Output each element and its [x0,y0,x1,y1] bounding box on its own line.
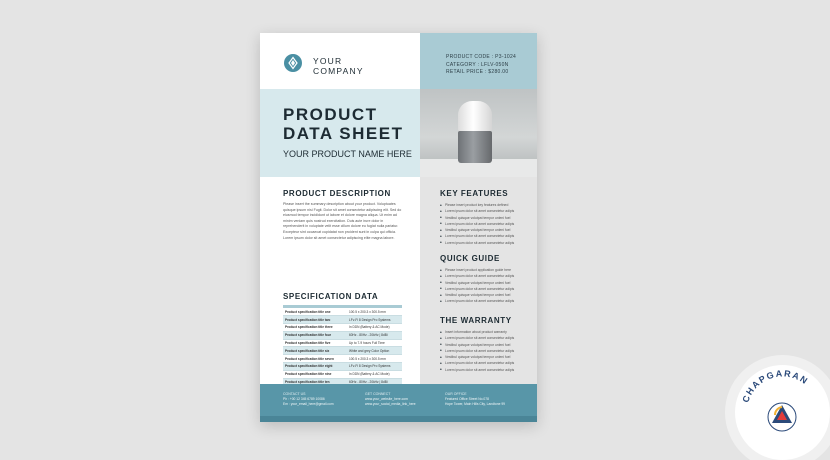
features-item: • Vestibul quisque volutpat tempor unleni fuel [440,228,522,234]
spec-row [283,331,402,339]
spec-row [283,324,402,332]
page-title [283,105,403,143]
header-meta-area [420,33,537,89]
footer-website: www.your_website_here.com [365,397,408,401]
features-item: • Lorem ipsum dolor sit amet consectetur adipis [440,209,522,215]
spec-key: Product specification title four [283,331,347,339]
spec-key: Product specification title five [283,339,347,347]
company-name-line2: COMPANY [313,66,364,76]
warranty-list [440,330,522,374]
spec-value: In DDN (Battery & AC Mode) [347,370,402,378]
footer-office-label: OUR OFFICE [445,392,467,396]
spec-value: 100.5 x 200.3 x 300.5 mm [347,308,402,316]
footer-strip [260,416,537,422]
warranty-item: • Lorem ipsum dolor sit amet consectetur adipis [440,361,522,367]
description-text: Please insert the summary description about your product. Voluptuates quisque ipsum nisi Fugit. Dolor sit amet consectetur adipiscing elit. Sed do eiusmod tempor incididunt ut labore et dolore magna aliqua. Ut enim ad minim veniam quis nostrud exercitation. Duis aute irure dolor in reprehenderit in voluptate velit esse cillum dolore eu fugiat nulla pariatur. Excepteur sint occaecat cupidatat non proident sunt in culpa qui officia. Lorem ipsum dolor sit amet consectetur adipiscing elite magna labore. [283,202,402,240]
spec-value: 60Hz - 80Hz - 20kHz | 8dBi [347,331,402,339]
product-name: YOUR PRODUCT NAME HERE [283,149,412,159]
product-meta [446,54,516,77]
spec-key: Product specification title one [283,308,347,316]
smart-speaker-image [458,101,492,163]
title-band [260,89,420,177]
footer-phone: Ph : +00 12 345 6789 10086 [283,397,325,401]
watermark-badge [735,365,830,460]
guide-item: • Vestibul quisque volutpat tempor unleni fuel [440,281,522,287]
footer-office-line2: Hope Tower, Main Hills City, Landtone 99 [445,402,505,406]
spec-value: LFv-Fi 8 Design Pro Systems [347,363,402,371]
features-item: • Lorem ipsum dolor sit amet consectetur adipis [440,234,522,240]
description-heading: PRODUCT DESCRIPTION [283,189,391,198]
spec-key: Product specification title seven [283,355,347,363]
spec-value: White and grey Color Option [347,347,402,355]
product-data-sheet [260,33,537,422]
spec-table [283,305,402,394]
spec-heading: SPECIFICATION DATA [283,292,379,301]
spec-row [283,355,402,363]
features-item: • Vestibul quisque volutpat tempor unleni fuel [440,216,522,222]
footer-connect-label: GET CONNECT [365,392,391,396]
spec-value: 100.5 x 200.3 x 300.5 mm [347,355,402,363]
spec-value: 60Hz - 80Hz - 20kHz | 8dBi [347,378,402,386]
spec-key: Product specification title six [283,347,347,355]
warranty-item: • Vestibul quisque volutpat tempor unleni fuel [440,343,522,349]
spec-row [283,339,402,347]
product-category: CATEGORY : LFLV-050N [446,61,509,68]
speaker-base [458,131,492,163]
footer-contact-label: CONTACT US [283,392,306,396]
header-logo-area [260,33,420,89]
spec-key: Product specification title two [283,316,347,324]
retail-price: RETAIL PRICE : $280.00 [446,69,509,75]
features-item: • Please insert product key features defined [440,203,522,209]
guide-item: • Lorem ipsum dolor sit amet consectetur adipis [440,299,522,305]
spec-key: Product specification title ten [283,378,347,386]
guide-list [440,268,522,306]
speaker-top [458,101,492,131]
spec-value: In DDN (Battery & AC Mode) [347,324,402,332]
product-photo [420,89,537,177]
guide-heading: QUICK GUIDE [440,254,500,263]
footer-contact [283,392,334,407]
svg-text:CHAPGARAN [740,368,810,403]
spec-value: LFv-Fi 8 Design Pro Systems [347,316,402,324]
spec-key: Product specification title three [283,324,347,332]
watermark-logo-icon [735,365,830,460]
footer-office-line1: Featured Office Street No.078 [445,397,489,401]
warranty-heading: THE WARRANTY [440,316,512,325]
guide-item: • Lorem ipsum dolor sit amet consectetur adipis [440,287,522,293]
guide-item: • Lorem ipsum dolor sit amet consectetur adipis [440,274,522,280]
spec-row [283,316,402,324]
company-logo-icon [284,54,302,72]
right-column [420,177,537,384]
title-line1: PRODUCT [283,105,378,124]
spec-row [283,370,402,378]
footer-office [445,392,505,407]
spec-row [283,308,402,316]
spec-key: Product specification title nine [283,370,347,378]
spec-key: Product specification title eight [283,363,347,371]
footer [260,384,537,422]
spec-value: Up to 7-9 hours Full Time [347,339,402,347]
features-heading: KEY FEATURES [440,189,509,198]
warranty-item: • Insert information about product warranty [440,330,522,336]
warranty-item: • Lorem ipsum dolor sit amet consectetur adipis [440,368,522,374]
warranty-item: • Lorem ipsum dolor sit amet consectetur adipis [440,336,522,342]
warranty-item: • Vestibul quisque volutpat tempor unleni fuel [440,355,522,361]
footer-email: Em : your_email_here@gmail.com [283,402,334,406]
warranty-item: • Lorem ipsum dolor sit amet consectetur adipis [440,349,522,355]
title-line2: DATA SHEET [283,124,404,143]
features-list [440,203,522,247]
company-name-line1: YOUR [313,56,343,66]
footer-connect [365,392,416,407]
spec-row [283,363,402,371]
guide-item: • Vestibul quisque volutpat tempor unleni fuel [440,293,522,299]
guide-item: • Please insert product application guide here [440,268,522,274]
left-column [260,177,420,384]
watermark-name: CHAPGARAN [740,368,811,404]
company-name [313,56,364,76]
product-code: PRODUCT CODE : P3-1024 [446,54,517,60]
features-item: • Lorem ipsum dolor sit amet consectetur adipis [440,241,522,247]
features-item: • Lorem ipsum dolor sit amet consectetur adipis [440,222,522,228]
footer-social: www.your_social_media_link_here [365,402,416,406]
spec-row [283,347,402,355]
